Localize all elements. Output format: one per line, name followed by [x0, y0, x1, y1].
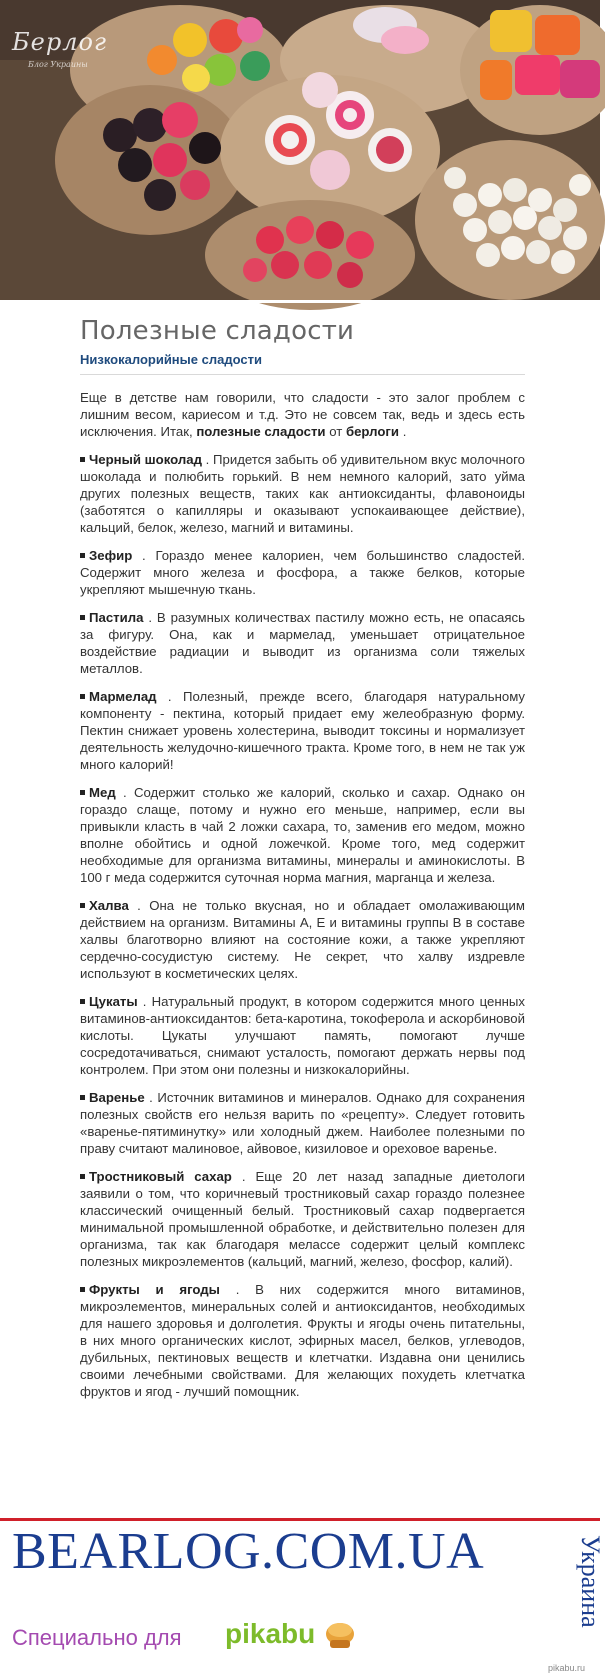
item-name: Мед: [89, 785, 116, 800]
bullet-icon: [80, 457, 85, 462]
vertical-label: [570, 1535, 605, 1675]
item-text: . Натуральный продукт, в котором содержится много ценных витаминов-антиоксидантов: бета-каротина, токоферола и аскорбиновой кислоты. Цукаты улучшают память, помогают лучше сосредотачиваться, снимают усталость, помогают держать нервы под контролем. При этом они полезны и низкокалорийны.: [80, 994, 525, 1077]
bullet-icon: [80, 553, 85, 558]
item-name: Халва: [89, 898, 129, 913]
intro-mid: от: [325, 424, 346, 439]
list-item: [80, 1168, 525, 1270]
intro-bold: полезные сладости: [196, 424, 326, 439]
list-item: [80, 1281, 525, 1400]
bullet-icon: [80, 1287, 85, 1292]
item-text: . Полезный, прежде всего, благодаря натуральному компоненту - пектина, который придает ему желеобразную форму. Пектин снижает уровень холестерина, выводит токсины и нормализует деятельность желудочно-кишечного тракта. Кроме того, в нем не так уж много калорий!: [80, 689, 525, 772]
list-item: [80, 993, 525, 1078]
list-item: [80, 688, 525, 773]
logo: [8, 22, 108, 72]
pikabu-logo[interactable]: pikabu: [225, 1618, 316, 1649]
bullet-icon: [80, 999, 85, 1004]
item-text: . В разумных количествах пастилу можно есть, не опасаясь за фигуру. Она, как и мармелад, уменьшает отрицательное воздействие радиации и выводит из организма соли тяжелых металлов.: [80, 610, 525, 676]
item-name: Фрукты и ягоды: [89, 1282, 220, 1297]
intro-end: .: [399, 424, 407, 439]
bullet-icon: [80, 903, 85, 908]
list-item: [80, 451, 525, 536]
item-name: Черный шоколад: [89, 452, 202, 467]
intro-paragraph: [80, 389, 525, 440]
item-name: Мармелад: [89, 689, 157, 704]
item-text: . Гораздо менее калориен, чем большинство сладостей. Содержит много железа и фосфора, а также белков, которые укрепляют мышечную ткань.: [80, 548, 525, 597]
bullet-icon: [80, 1174, 85, 1179]
item-name: Зефир: [89, 548, 133, 563]
vertical-text: Украина: [576, 1535, 605, 1628]
footer-divider: [0, 1518, 600, 1521]
hero-image: [0, 0, 600, 303]
special-for-label: Специально для: [12, 1625, 182, 1650]
item-name: Цукаты: [89, 994, 138, 1009]
watermark: pikabu.ru: [548, 1663, 586, 1673]
bullet-icon: [80, 790, 85, 795]
article: [80, 308, 525, 1411]
article-subtitle: Низкокалорийные сладости: [80, 352, 525, 375]
list-item: [80, 897, 525, 982]
site-name[interactable]: BEARLOG.COM.UA: [12, 1523, 485, 1580]
list-item: [80, 1089, 525, 1157]
item-name: Варенье: [89, 1090, 145, 1105]
intro-text: Еще в детстве нам говорили, что сладости - это залог проблем с лишним весом, кариесом и т.д. Это не совсем так, ведь и здесь есть исключения. Итак,: [80, 390, 525, 439]
list-item: [80, 547, 525, 598]
item-text: . Она не только вкусная, но и обладает омолаживающим действием на организм. Витамины А, Е и витамины группы В в составе халвы благотворно влияют на состояние кожи, а также укрепляют сердечно-сосудистую систему. Не секрет, что халву издревле используют в косметических целях.: [80, 898, 525, 981]
item-text: . В них содержится много витаминов, микроэлементов, минеральных солей и антиоксидантов, необходимых для нашего здоровья и долголетия. Фрукты и ягоды очень питательны, в них много органических кислот, эфирных масел, белков, углеводов, дубильных, пектиновых веществ и клетчатки. Издавна они ценились своими лечебными свойствами. Для желающих похудеть клетчатка фруктов и ягод - лучший помощник.: [80, 1282, 525, 1399]
item-text: . Содержит столько же калорий, сколько и сахар. Однако он гораздо слаще, потому и нужно его меньше, например, если вы привыкли класть в чай 2 ложки сахара, то, заменив его медом, можно вполне обойтись и одной ложечкой. Кроме того, мед содержит необходимые для организма витамины, минералы и аминокислоты. В 100 г меда содержится суточная норма магния, марганца и железа.: [80, 785, 525, 885]
intro-bold2: берлоги: [345, 424, 400, 439]
item-name: Тростниковый сахар: [89, 1169, 232, 1184]
bullet-icon: [80, 615, 85, 620]
list-item: [80, 784, 525, 886]
bullet-icon: [80, 1095, 85, 1100]
item-name: Пастила: [89, 610, 144, 625]
item-text: . Еще 20 лет назад западные диетологи заявили о том, что коричневый тростниковый сахар гораздо полезнее классический очищенный белый. Тростниковый сахар подвергается минимальной промышленной обработке, и действительно полезен для организма, так как благодаря мелассе содержит целый комплекс полезных микроэлементов (кальций, магний, железо, фосфор, калий).: [80, 1169, 525, 1269]
item-text: . Источник витаминов и минералов. Однако для сохранения полезных свойств его нельзя варить по «рецепту». Следует готовить «варенье-пятиминутку» или холодный джем. Наиболее полезными по праву считают малиновое, айвовое, кизиловое и ореховое варенье.: [80, 1090, 525, 1156]
item-text: . Придется забыть об удивительном вкус молочного шоколада и полюбить горький. В нем немного калорий, зато уйма других полезных веществ, таких как антиоксиданты, флавоноиды (заботятся о капилляры и оказывают успокаивающее действие), кальций, белок, железо, магний и витамины.: [80, 452, 525, 535]
page-title: Полезные сладости: [80, 316, 355, 346]
logo-name: Берлог: [12, 28, 108, 56]
cookie-icon: [323, 1620, 357, 1652]
list-item: [80, 609, 525, 677]
logo-tagline: Блог Украины: [28, 60, 88, 69]
bullet-icon: [80, 694, 85, 699]
